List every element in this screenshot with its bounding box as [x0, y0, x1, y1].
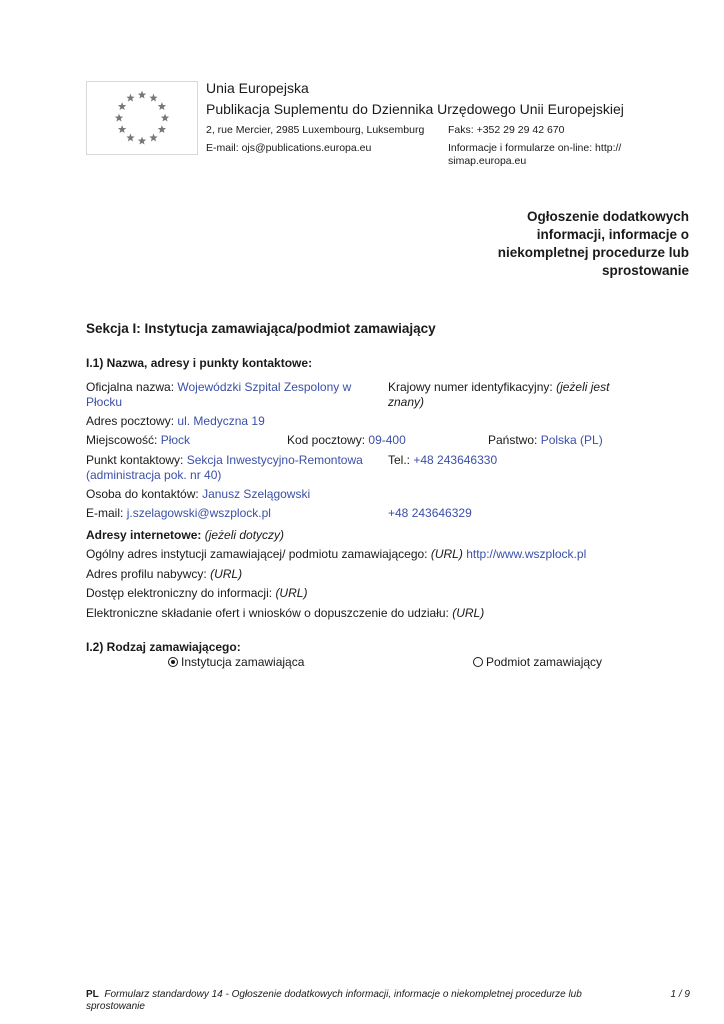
section-heading: Sekcja I: Instytucja zamawiająca/podmiot zamawiający [86, 321, 436, 336]
general-address-link[interactable]: http://www.wszplock.pl [466, 547, 587, 561]
star-icon [149, 94, 157, 102]
star-icon [138, 91, 146, 99]
fax-value: +48 243646329 [388, 506, 472, 520]
email-link[interactable]: j.szelagowski@wszplock.pl [126, 506, 271, 520]
radio-selected-icon [168, 657, 178, 667]
header-info-line2: simap.europa.eu [448, 155, 527, 167]
header-info-line1: Informacje i formularze on-line: http:// [448, 142, 622, 154]
zip-field: Kod pocztowy: 09-400 [287, 433, 406, 447]
document-title: Ogłoszenie dodatkowych informacji, informacje o niekompletnej procedurze lub sprostowanie [497, 209, 689, 278]
star-icon [118, 102, 126, 110]
email-field: E-mail: j.szelagowski@wszplock.pl [86, 506, 271, 520]
star-icon [158, 102, 166, 110]
i1-heading: I.1) Nazwa, adresy i punkty kontaktowe: [86, 356, 313, 370]
star-icon [115, 114, 123, 122]
star-icon [149, 134, 157, 142]
header-fax: Faks: +352 29 29 42 670 [448, 124, 565, 136]
eu-stars-icon [87, 82, 197, 154]
star-icon [118, 125, 126, 133]
star-icon [161, 114, 169, 122]
eu-flag-logo [86, 81, 198, 155]
internet-addresses-heading: Adresy internetowe: (jeżeli dotyczy) [86, 528, 285, 542]
i2-heading: I.2) Rodzaj zamawiającego: [86, 640, 241, 654]
city-field: Miejscowość: Płock [86, 433, 191, 447]
country-field: Państwo: Polska (PL) [488, 433, 603, 447]
star-icon [138, 137, 146, 145]
buyer-profile-field: Adres profilu nabywcy: (URL) [86, 567, 243, 581]
general-address-field: Ogólny adres instytucji zamawiającej/ podmiotu zamawiającego: (URL) http://www.wszplock.pl [86, 547, 587, 561]
star-icon [158, 125, 166, 133]
e-submission-field: Elektroniczne składanie ofert i wniosków o dopuszczenie do udziału: (URL) [86, 606, 485, 620]
radio-contracting-authority[interactable]: Instytucja zamawiająca [168, 655, 304, 670]
radio-empty-icon [473, 657, 483, 667]
header-email: E-mail: ojs@publications.europa.eu [206, 142, 372, 154]
header-publication: Publikacja Suplementu do Dziennika Urzędowego Unii Europejskiej [206, 101, 624, 117]
tel-field: Tel.: +48 243646330 [388, 453, 498, 467]
header-address: 2, rue Mercier, 2985 Luxembourg, Luksemburg [206, 124, 425, 136]
star-icon [126, 134, 134, 142]
header-org: Unia Europejska [206, 80, 309, 96]
footer-form-label: PL Formularz standardowy 14 - Ogłoszenie dodatkowych informacji, informacje o niekompletnej procedurze lub sprostowanie [86, 989, 582, 1012]
national-id-field: Krajowy numer identyfikacyjny: (jeżeli jest znany) [388, 380, 610, 409]
postal-address-field: Adres pocztowy: ul. Medyczna 19 [86, 414, 265, 428]
page-number: 1 / 9 [670, 989, 690, 1000]
contact-point-field: Punkt kontaktowy: Sekcja Inwestycyjno-Remontowa (administracja pok. nr 40) [86, 453, 363, 482]
star-icon [126, 94, 134, 102]
radio-contracting-entity[interactable]: Podmiot zamawiający [473, 655, 602, 670]
contact-person-field: Osoba do kontaktów: Janusz Szelągowski [86, 487, 311, 501]
e-access-field: Dostęp elektroniczny do informacji: (URL) [86, 586, 308, 600]
official-name-field: Oficjalna nazwa: Wojewódzki Szpital Zespolony w Płocku [86, 380, 352, 409]
